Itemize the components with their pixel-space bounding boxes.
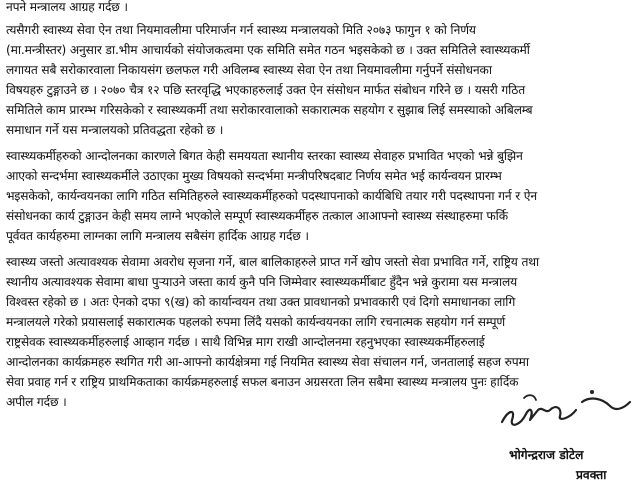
text-line: (मा.मन्त्रीस्तर) अनुसार डा.भीम आचार्यको संयोजकत्वमा एक समिति समेत गठन भइसकेको छ । उक्त समितिले स्वास्थ्यकर्मी <box>6 43 530 57</box>
text-line: विषयहरु टुङ्गाउने छ । २०७० चैत्र १२ पछि स्तरवृद्धि भएकाहरुलाई उक्त ऐन संसोधन मार्फत संबोधन गरिने छ । यसरी गठित <box>6 83 526 97</box>
text-line: सेवा प्रवाह गर्न र राष्ट्रिय प्राथमिकताका कार्यक्रमहरुलाई सफल बनाउन अग्रसरता लिन सबैमा स्वास्थ्य मन्त्रालय पुनः हार्दिक <box>6 375 519 389</box>
text-line: मन्त्रालयले गरेको प्रयासलाई सकारात्मक पहलको रुपमा लिंदै यसको कार्यन्वयनका लागि रचनात्मक सहयोग गर्न सम्पूर्ण <box>6 315 506 329</box>
text-line: पूर्ववत कार्यहरुमा लाग्नका लागि मन्त्रालय सबैसंग हार्दिक आग्रह गर्दछ । <box>6 229 309 243</box>
text-line: त्यसैगरी स्वास्थ्य सेवा ऐन तथा नियमावलीमा परिमार्जन गर्न स्वास्थ्य मन्त्रालयको मिति २०७३ फागुन १ को निर्णय <box>6 23 476 37</box>
text-line: आएको सन्दर्भमा स्वास्थ्यकर्मीले उठाएका मुख्य विषयको सन्दर्भमा मन्त्रीपरिषदबाट निर्णय समेत भई कार्यन्वयन प्रारम्भ <box>6 169 502 183</box>
text-line: स्वास्थ्य जस्तो अत्यावश्यक सेवामा अवरोध सृजना गर्ने, बाल बालिकाहरुले प्राप्त गर्ने खोप जस्तो सेवा प्रभावित गर्ने, राष्ट्रिय तथा <box>6 255 540 269</box>
signatory-title: प्रवक्ता <box>576 468 607 482</box>
text-line: अपील गर्दछ । <box>6 395 67 409</box>
text-line: स्थानीय अत्यावश्यक सेवामा बाधा पुर्‍याउने जस्ता कार्य कुनै पनि जिम्मेवार स्वास्थ्यकर्मीबाट हुँदैन भन्ने कुरामा यस मन्त्रालय <box>6 275 518 289</box>
text-line: आन्दोलनका कार्यक्रमहरु स्थगित गरी आ-आफ्नो कार्यक्षेत्रमा गई नियमित स्वास्थ्य सेवा संचालन गर्न, जनतालाई सहज रुपमा <box>6 355 529 369</box>
text-line: स्वास्थ्यकर्मीहरुको आन्दोलनका कारणले बिगत केही समययता स्थानीय स्तरका स्वास्थ्य सेवाहरु प्रभावित भएको भन्ने बुझिन <box>6 149 523 163</box>
text-line: भइसकेको, कार्यन्वयनका लागि गठित समितिहरुले स्वास्थ्यकर्मीहरुको पदस्थापनाको कार्यबिधि तयार गरी पदस्थापना गर्न र ऐन <box>6 189 537 203</box>
text-line: नपने मन्त्रालय आग्रह गर्दछ । <box>6 0 128 14</box>
text-line: विश्वस्त रहेको छ । अतः ऐनको दफा ९(ख) को कार्यान्वयन तथा उक्त प्रावधानको प्रभावकारी एवं दिगो समाधानका लागि <box>6 295 516 309</box>
signature-image <box>490 380 640 440</box>
text-line: संसोधनका कार्य टुङ्गाउन केही समय लाग्ने भएकोले सम्पूर्ण स्वास्थ्यकर्मीहरु तत्काल आआफ्नो स्वास्थ्य संस्थाहरुमा फर्कि <box>6 209 509 223</box>
text-line: लगायत सबै सरोकारवाला निकायसंग छलफल गरी अविलम्ब स्वास्थ्य सेवा ऐन तथा नियमावलीमा गर्नुपर्ने संसोधनका <box>6 63 492 77</box>
text-line: समाधान गर्ने यस मन्त्रालयको प्रतिवद्धता रहेको छ । <box>6 123 224 137</box>
text-line: राष्ट्रसेवक स्वास्थ्यकर्मीहरुलाई आव्हान गर्दछ । साथै विभिन्न माग राखी आन्दोलनमा रहनुभएका स्वास्थ्यकर्मीहरुलाई <box>6 335 485 349</box>
text-line: समितिले काम प्रारम्भ गरिसकेको र स्वास्थ्यकर्मी तथा सरोकारवालाको सकारात्मक सहयोग र सुझाब लिई समस्याको अबिलम्ब <box>6 103 533 117</box>
signatory-name: भोगेन्द्रराज डोटेल <box>509 448 584 462</box>
